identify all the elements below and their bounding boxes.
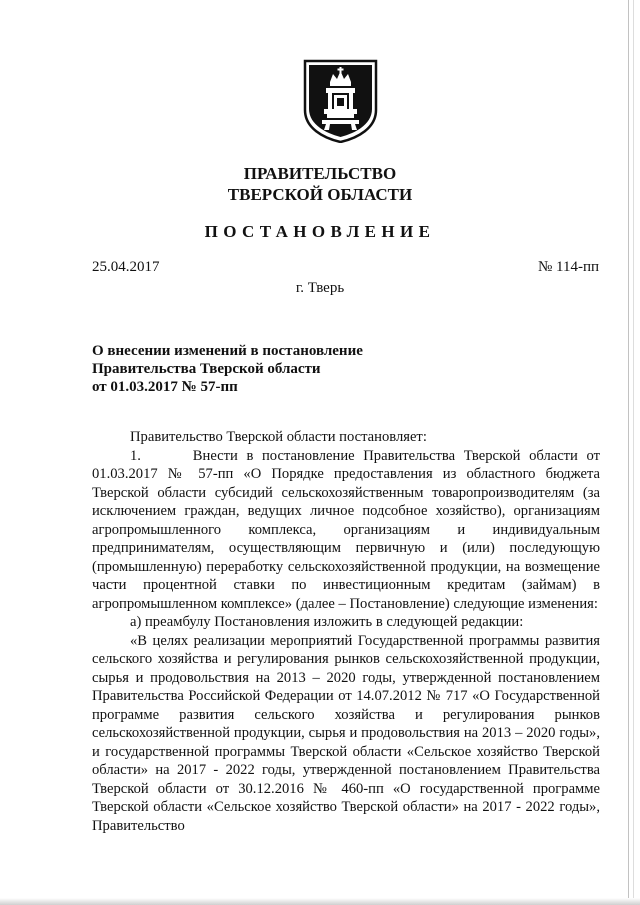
body-paragraph-item-a: а) преамбулу Постановления изложить в следующей редакции:	[130, 614, 524, 630]
scan-bottom-edge	[0, 898, 640, 905]
scan-edge-line	[628, 0, 629, 905]
government-title-line1: ПРАВИТЕЛЬСТВО	[243, 164, 397, 183]
government-title-line2: ТВЕРСКОЙ ОБЛАСТИ	[227, 185, 413, 204]
body-paragraph-item1: 1. Внести в постановление Правительства Тверской области от 01.03.2017 № 57-пп «О Порядке предоставления из областного бюджета Тверской области субсидий сельскохозяйственным товаропроизводителям (за исключением граждан, ведущих личное подсобное хозяйство), организациям агропромышленного комплекса, организациям и индивидуальным предпринимателям, осуществляющим первичную и (или) последующую (промышленную) переработку сельскохозяйственной продукции, на возмещение части процентной ставки по инвестиционным кредитам (займам) в агропромышленном комплексе» (далее – Постановление) следующие изменения:	[92, 447, 600, 612]
document-body	[92, 428, 600, 835]
document-subject	[92, 342, 472, 396]
document-date: 25.04.2017	[92, 259, 160, 275]
body-paragraph-intro: Правительство Тверской области постановляет:	[130, 429, 427, 445]
subject-line: О внесении изменений в постановление	[92, 343, 363, 359]
body-paragraph-quote: «В целях реализации мероприятий Государственной программы развития сельского хозяйства и регулирования рынков сельскохозяйственной продукции, сырья и продовольствия на 2013 – 2020 годы, утвержденной постановлением Правительства Российской Федерации от 14.07.2012 № 717 «О Государственной программе развития сельского хозяйства и регулирования рынков сельскохозяйственной продукции, сырья и продовольствия на 2013 – 2020 годы», и государственной программы Тверской области «Сельское хозяйство Тверской области» на 2017 - 2022 годы, утвержденной постановлением Правительства Тверской области от 30.12.2016 № 460-пп «О государственной программе Тверской области «Сельское хозяйство Тверской области» на 2017 - 2022 годы», Правительство	[92, 632, 600, 834]
subject-line: Правительства Тверской области	[92, 361, 321, 377]
tver-region-coat-of-arms-icon	[302, 58, 379, 143]
document-number: № 114-пп	[537, 259, 599, 275]
document-city: г. Тверь	[295, 280, 345, 296]
scan-edge-line	[633, 0, 634, 905]
document-type-title: ПОСТАНОВЛЕНИЕ	[204, 222, 436, 241]
subject-line: от 01.03.2017 № 57-пп	[92, 379, 238, 395]
